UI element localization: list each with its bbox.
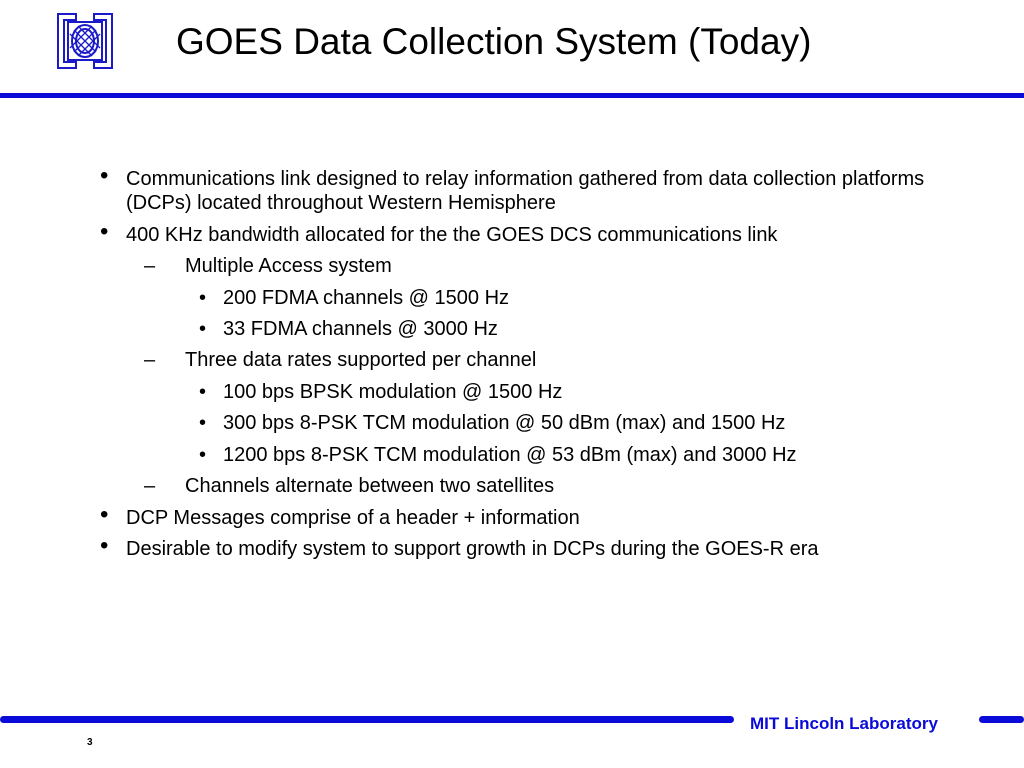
bullet-marker: • bbox=[100, 532, 109, 559]
dash-marker: – bbox=[144, 475, 156, 497]
bullet-bandwidth: 400 KHz bandwidth allocated for the the GOES DCS communications link bbox=[126, 224, 778, 246]
sub-bullet-marker: • bbox=[199, 412, 207, 434]
subsubbullet-1200bps: 1200 bps 8-PSK TCM modulation @ 53 dBm (max) and 3000 Hz bbox=[223, 444, 797, 466]
mit-lincoln-laboratory-seal-icon bbox=[54, 10, 116, 72]
title-divider bbox=[0, 93, 1024, 98]
footer-rule-left bbox=[0, 716, 734, 723]
sub-bullet-marker: • bbox=[199, 318, 207, 340]
subbullet-multiple-access: Multiple Access system bbox=[185, 255, 392, 277]
subbullet-data-rates: Three data rates supported per channel bbox=[185, 349, 537, 371]
bullet-marker: • bbox=[100, 162, 109, 189]
bullet-goes-r-growth: Desirable to modify system to support growth in DCPs during the GOES-R era bbox=[126, 538, 819, 560]
sub-bullet-marker: • bbox=[199, 444, 207, 466]
subsubbullet-fdma-1500: 200 FDMA channels @ 1500 Hz bbox=[223, 287, 510, 309]
subsubbullet-fdma-3000: 33 FDMA channels @ 3000 Hz bbox=[223, 318, 498, 340]
sub-bullet-marker: • bbox=[199, 287, 207, 309]
dash-marker: – bbox=[144, 255, 156, 277]
bullet-dcp-messages: DCP Messages comprise of a header + information bbox=[126, 507, 580, 529]
footer-rule-right bbox=[979, 716, 1024, 723]
subsubbullet-300bps: 300 bps 8-PSK TCM modulation @ 50 dBm (max) and 1500 Hz bbox=[223, 412, 786, 434]
page-number: 3 bbox=[87, 737, 93, 748]
subbullet-channels-alternate: Channels alternate between two satellites bbox=[185, 475, 555, 497]
bullet-marker: • bbox=[100, 501, 109, 528]
subsubbullet-100bps: 100 bps BPSK modulation @ 1500 Hz bbox=[223, 381, 563, 403]
bullet-communications-link: Communications link designed to relay information gathered from data collection platforms (DCPs) located throughout Western Hemisphere bbox=[126, 168, 925, 214]
sub-bullet-marker: • bbox=[199, 381, 207, 403]
slide-title: GOES Data Collection System (Today) bbox=[176, 21, 812, 62]
footer-brand: MIT Lincoln Laboratory bbox=[750, 714, 938, 733]
dash-marker: – bbox=[144, 349, 156, 371]
bullet-marker: • bbox=[100, 218, 109, 245]
